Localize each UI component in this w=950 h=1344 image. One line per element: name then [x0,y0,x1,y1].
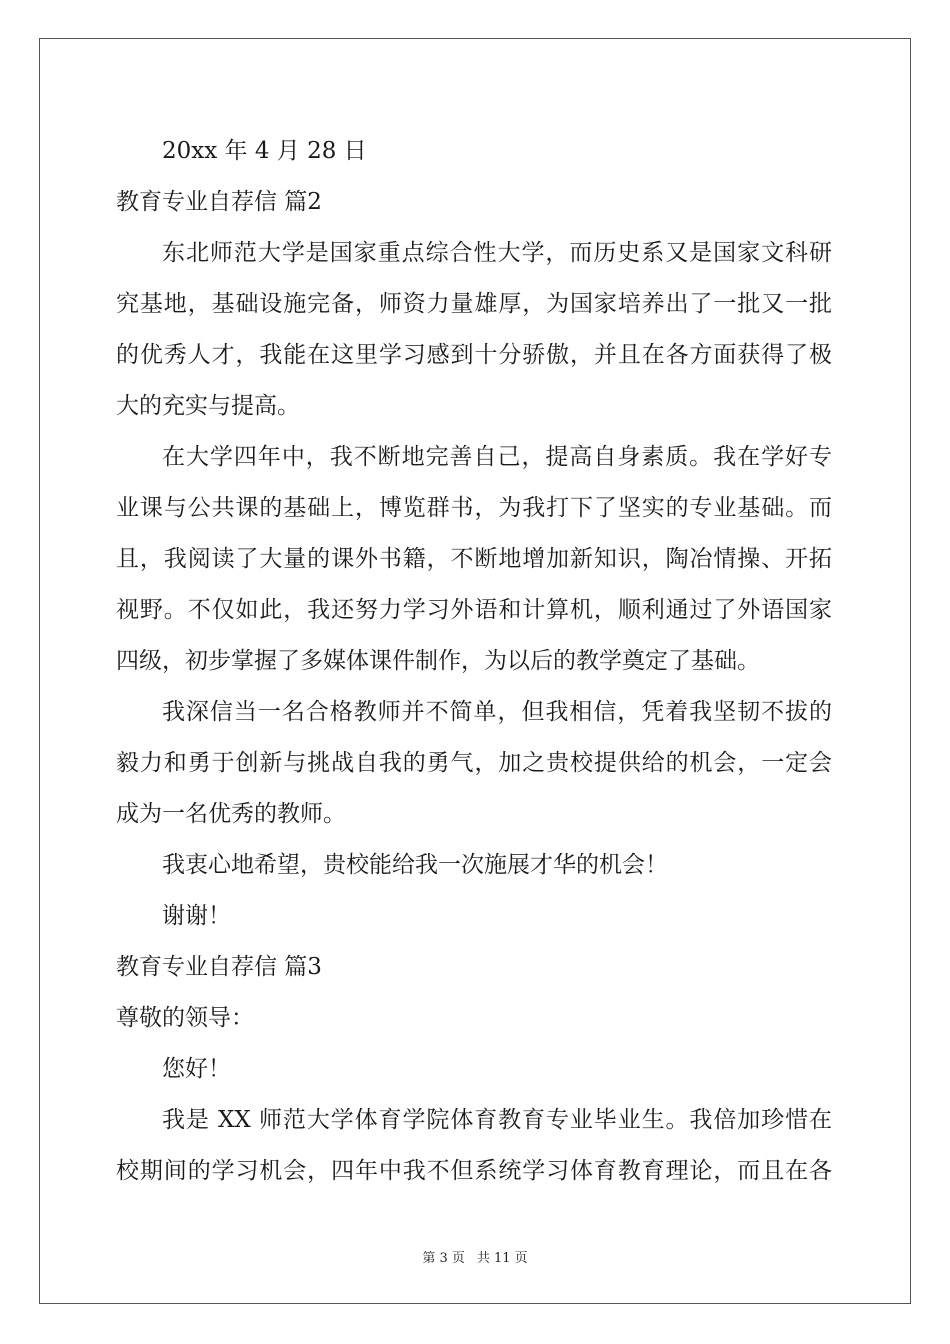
text-line: 我衷心地希望，贵校能给我一次施展才华的机会！ [162,852,668,878]
text-line: 教育专业自荐信 篇2 [116,189,322,215]
text-line: 成为一名优秀的教师。 [116,801,346,827]
text-line: 我深信当一名合格教师并不简单，但我相信，凭着我坚韧不拔的 [162,699,832,725]
document-body [116,126,832,1197]
text-line: 教育专业自荐信 篇3 [116,954,322,980]
text-line: 大的充实与提高。 [116,393,300,419]
text-line: 20xx 年 4 月 28 日 [162,138,367,164]
text-line: 毅力和勇于创新与挑战自我的勇气，加之贵校提供给的机会，一定会 [116,750,832,776]
text-line: 视野。不仅如此，我还努力学习外语和计算机，顺利通过了外语国家 [116,597,832,623]
page-number: 第 3 页 [422,1251,465,1266]
text-line: 的优秀人才，我能在这里学习感到十分骄傲，并且在各方面获得了极 [116,342,832,368]
text-line: 谢谢！ [162,903,231,929]
text-line: 究基地，基础设施完备，师资力量雄厚，为国家培养出了一批又一批 [116,291,832,317]
text-line: 我是 XX 师范大学体育学院体育教育专业毕业生。我倍加珍惜在 [162,1107,832,1133]
text-line: 四级，初步掌握了多媒体课件制作，为以后的教学奠定了基础。 [116,648,760,674]
text-line: 东北师范大学是国家重点综合性大学，而历史系又是国家文科研 [162,240,832,266]
text-line: 尊敬的领导： [116,1005,254,1031]
text-line: 校期间的学习机会，四年中我不但系统学习体育教育理论，而且在各 [116,1158,832,1184]
text-line: 业课与公共课的基础上，博览群书，为我打下了坚实的专业基础。而 [116,495,832,521]
page-footer [0,1247,950,1266]
text-line: 且，我阅读了大量的课外书籍，不断地增加新知识，陶冶情操、开拓 [116,546,832,572]
page-total: 共 11 页 [476,1251,528,1266]
text-line: 您好！ [162,1056,231,1082]
text-line: 在大学四年中，我不断地完善自己，提高自身素质。我在学好专 [162,444,832,470]
